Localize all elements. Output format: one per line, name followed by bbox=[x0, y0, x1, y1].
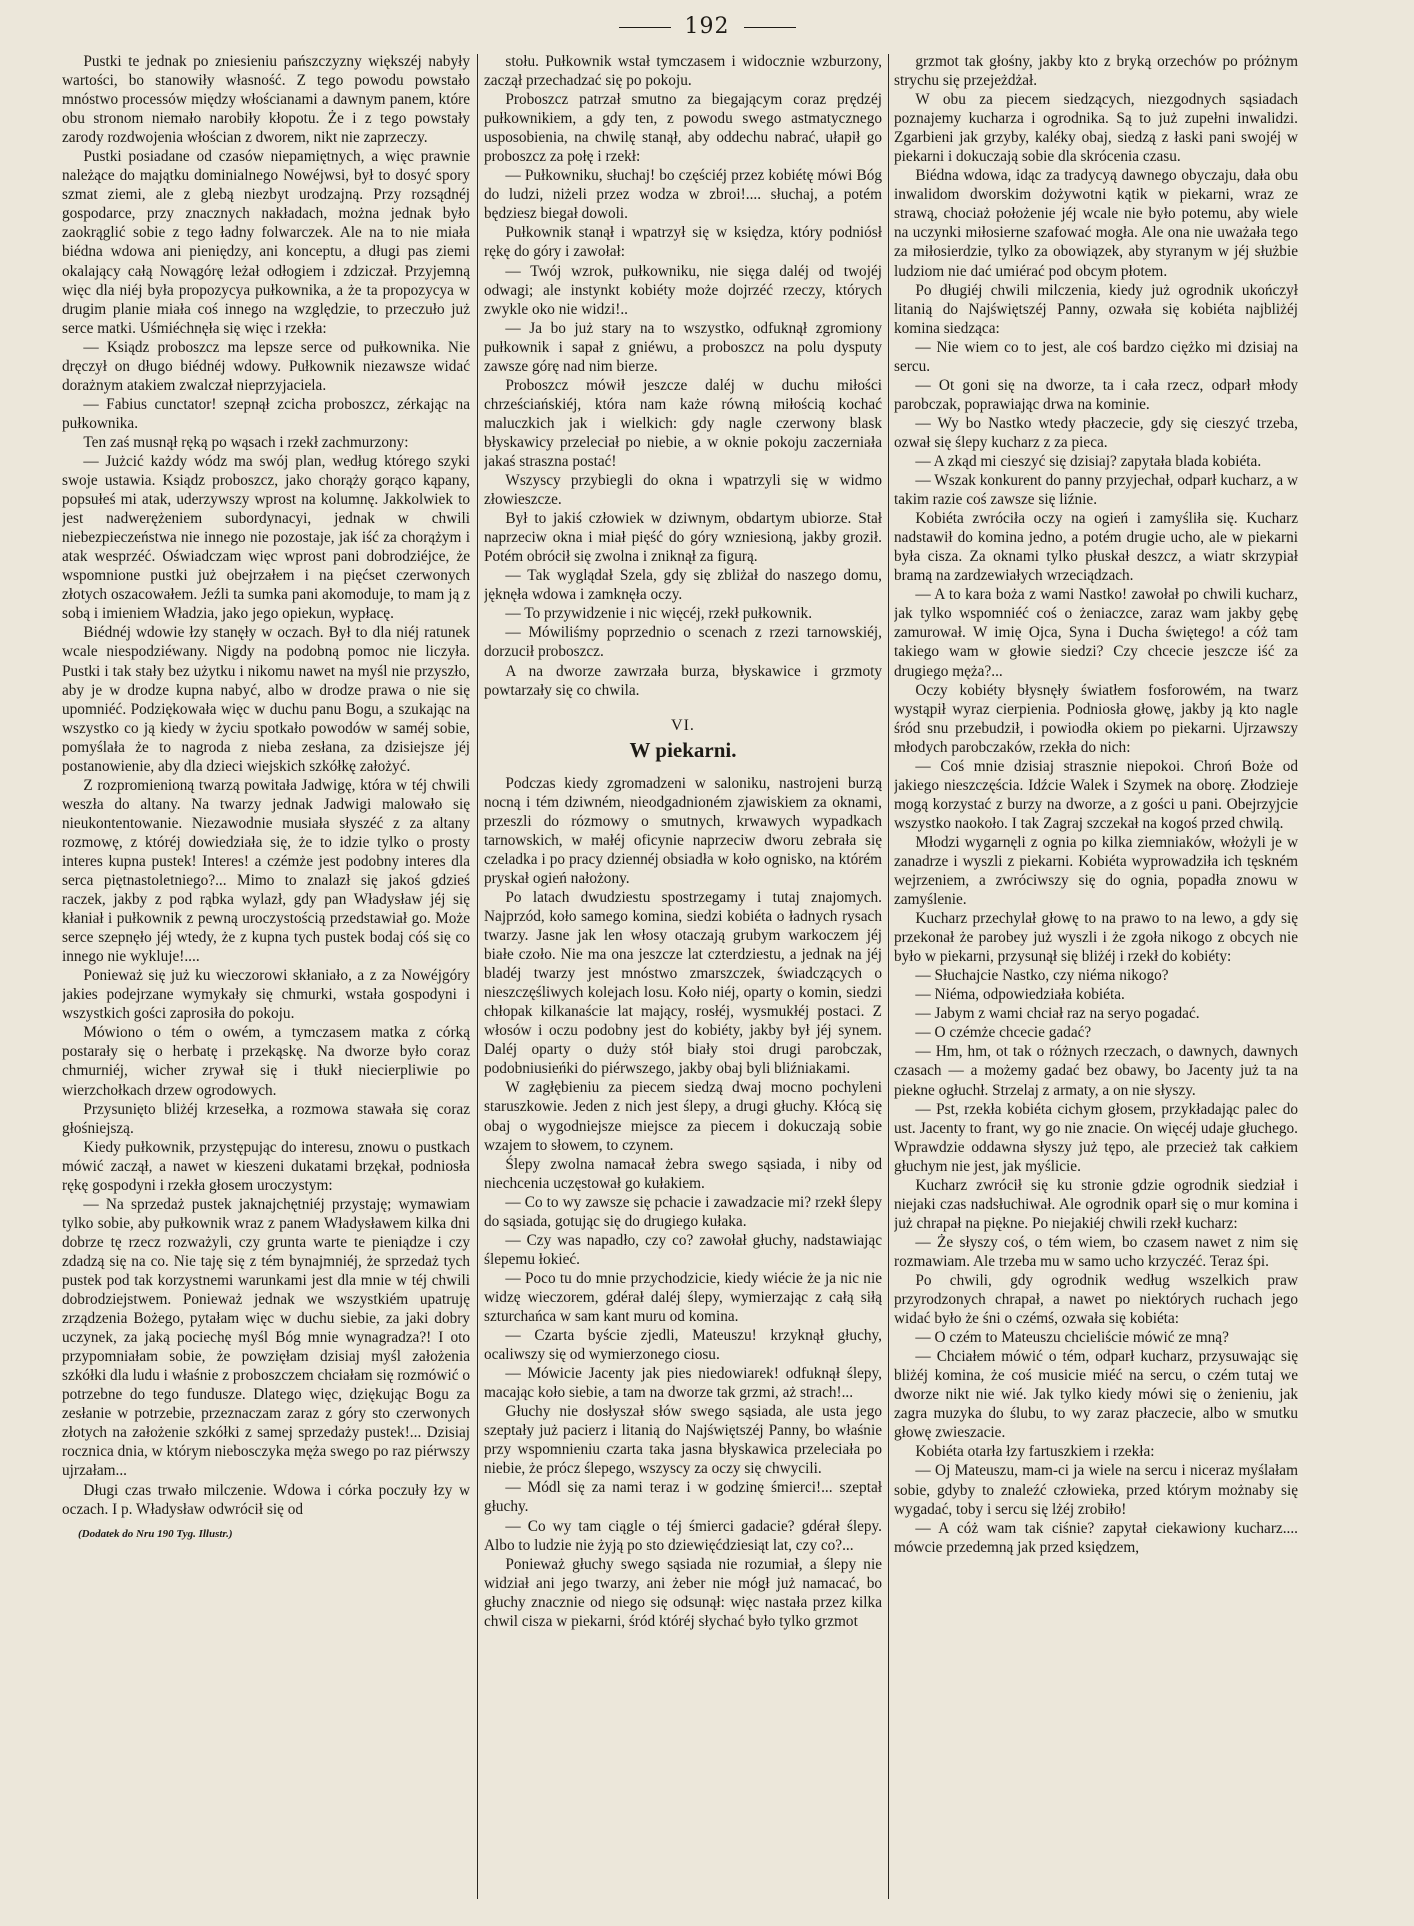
paragraph: Proboszcz mówił jeszcze daléj w duchu miłości chrześciańskiéj, która nam każe równą miłością kochać maluczkich jak i wielkich: gdy nagle czerwony blask błyskawicy przeleciał po niebie, a w oknie pokoju zaczerniała jakaś straszna postać! bbox=[484, 376, 882, 470]
paragraph: — Na sprzedaż pustek jaknajchętniéj przystaję; wymawiam tylko sobie, aby pułkownik wraz z panem Władysławem kilka dni dobrze tę rzecz rozważyli, czy grunta warte te pieniądze i czy zdadzą się na co. Nie taję się z tém bynajmniéj, że sprzedaż tych pustek pod tak korzystnemi warunkami jest dla mnie w téj chwili dobrodziejstwem. Ponieważ jednak we wszystkiém upatruję zrządzenia Bożego, pytałam więc w duchu siebie, za jaki dobry uczynek, za jaką pociechę myśl Bóg mnie wynagradza?! I oto przypomniałam sobie, że powzięłam dzisiaj myśl założenia szkółki dla ludu i właśnie z proboszczem chciałam się rozmówić o potrzebne do tego fundusze. Dlatego więc, dziękując Bogu za zesłanie w potrzebie, przeznaczam zaraz z góry sto czerwonych złotych na założenie szkółki z samej sprzedaży pustek!... Dzisiaj rocznica dnia, w którym niebosczyka męża swego po raz piérwszy ujrzałam... bbox=[62, 1195, 470, 1480]
text-column-2 bbox=[484, 52, 882, 1912]
paragraph: — Chciałem mówić o tém, odparł kucharz, przysuwając się bliżéj komina, że coś musicie miéć na sercu, o czém tutaj we dworze nikt nie wié. Jak tylko kiedy mówi się o żenieniu, jak zagra muzyka do ślubu, to wy zaraz płaczecie, albo w smutku głowę zwieszacie. bbox=[894, 1348, 1298, 1442]
paragraph: Ten zaś musnął ręką po wąsach i rzekł zachmurzony: bbox=[83, 433, 409, 451]
text-column-1 bbox=[62, 52, 470, 1912]
paragraph: — A to kara boża z wami Nastko! zawołał po chwili kucharz, jak tylko wspomniéć coś o żeniaczce, zaraz wam jakby gębę zamurował. W imię Ojca, Syna i Ducha świętego! a cóż tam takiego wam w głowie siedzi? Czy chcecie jeszcze iść za drugiego męża?... bbox=[894, 586, 1298, 680]
paragraph: Biédnéj wdowie łzy stanęły w oczach. Był to dla niéj ratunek wcale niespodziéwany. Nigdy na podobną pomoc nie liczyła. Pustki i tak stały bez użytku i nikomu nawet na myśl nie przyszło, aby je w drodze kupna nabyć, albo w drodze prawa o nie się upomniéć. Podziękowała więc w duchu panu Bogu, a szukając na wszystko co ją kiedy w życiu spotkało powodów w saméj sobie, pomyślała że to nagroda z nieba zesłana, za dzisiejsze jéj postanowienie, aby dla dzieci wiejskich szkółkę założyć. bbox=[62, 624, 470, 775]
paragraph: — Czarta byście zjedli, Mateuszu! krzyknął głuchy, ocaliwszy się od wymierzonego ciosu. bbox=[484, 1327, 882, 1364]
paragraph: Był to jakiś człowiek w dziwnym, obdartym ubiorze. Stał naprzeciw okna i miał pięść do góry wzniesioną, jakby groził. Potém obrócił się zwolna i zniknął za figurą. bbox=[484, 510, 882, 566]
paragraph: Kiedy pułkownik, przystępując do interesu, znowu o pustkach mówić zaczął, a nawet w kieszeni dukatami brzękał, podniosła rękę gospodyni i rzekła głosem uroczystym: bbox=[62, 1138, 470, 1194]
paragraph: — Wy bo Nastko wtedy płaczecie, gdy się cieszyć trzeba, ozwał się ślepy kucharz z za pieca. bbox=[894, 414, 1298, 451]
paragraph: — Mówicie Jacenty jak pies niedowiarek! odfuknął ślepy, macając koło siebie, a tam na dworze tak grzmi, aż strach!... bbox=[484, 1365, 882, 1402]
paragraph: A na dworze zawrzała burza, błyskawice i grzmoty powtarzały się co chwila. bbox=[484, 662, 882, 699]
paragraph: Ponieważ się już ku wieczorowi skłaniało, a z za Nowéjgóry jakies podejrzane wymykały się chmurki, wstała gospodyni i wszystkich gości zaprosiła do pokoju. bbox=[62, 967, 470, 1023]
paragraph: — Nie wiem co to jest, ale coś bardzo ciężko mi dzisiaj na sercu. bbox=[894, 338, 1298, 375]
paragraph: Kobiéta otarła łzy fartuszkiem i rzekła: bbox=[915, 1443, 1155, 1461]
paragraph: Z rozpromienioną twarzą powitała Jadwigę, która w téj chwili weszła do altany. Na twarzy jednak Jadwigi malowało się nieukontentowanie. Niezawodnie musiała słyszéć z za altany rozmowę, z któréj dowiedziała się, że to idzie tylko o prosty interes kupna pustek! Interes! a czémże jest podobny interes dla serca piętnastoletniego?... Mimo to znalazł się jakoś gdzieś raczek, jakby z pod rąbka wylazł, gdy pan Władysław jéj się kłaniał i pułkownik z pewną uroczystością przedstawiał go. Może serce szepnęło jéj wtedy, że z kupna tych pustek bodaj cóś się co innego nie wykluje!.... bbox=[62, 776, 470, 966]
paragraph: Głuchy nie dosłyszał słów swego sąsiada, ale usta jego szeptały już pacierz i litanią do Najświętszéj Panny, bo właśnie przy wspomnieniu czarta taka jasna błyskawica przeleciała po niebie, że prócz ślepego, wszyscy za oczy się chwycili. bbox=[484, 1403, 882, 1478]
page-number bbox=[0, 14, 1414, 39]
rule-right bbox=[744, 27, 796, 28]
paragraph: — Pułkowniku, słuchaj! bo częściéj przez kobiétę mówi Bóg do ludzi, niżeli przez wodza w zbroi!.... słuchaj, a potém będziesz biegał dowoli. bbox=[484, 167, 882, 223]
paragraph: — Czy was napadło, czy co? zawołał głuchy, nadstawiając ślepemu łokieć. bbox=[484, 1231, 882, 1268]
section-number: VI. bbox=[671, 716, 695, 734]
paragraph: grzmot tak głośny, jakby kto z bryką orzechów po próżnym strychu się przejeżdżał. bbox=[894, 53, 1298, 90]
paragraph: Po chwili, gdy ogrodnik według wszelkich praw przyrodzonych chrapał, a nawet po niektórych ruchach jego widać było że śni o czémś, ozwała się kobiéta: bbox=[894, 1272, 1298, 1328]
paragraph: Ślepy zwolna namacał żebra swego sąsiada, i niby od niechcenia uczęstował go kułakiem. bbox=[484, 1155, 882, 1192]
paragraph: Długi czas trwało milczenie. Wdowa i córka poczuły łzy w oczach. I p. Władysław odwrócił się od bbox=[62, 1481, 470, 1518]
page-number-text: 192 bbox=[684, 14, 730, 39]
paragraph: — Mówiliśmy poprzednio o scenach z rzezi tarnowskiéj, dorzucił proboszcz. bbox=[484, 624, 882, 661]
paragraph: W obu za piecem siedzących, niezgodnych sąsiadach poznajemy kucharza i ogrodnika. Są to już zupełni inwalidzi. Zgarbieni jak grzyby, kaléky obaj, siedzą z łaski pani swojéj w piekarni i dokuczają sobie dla skrócenia czasu. bbox=[894, 91, 1298, 166]
paragraph: — Twój wzrok, pułkowniku, nie sięga daléj od twojéj odwagi; ale instynkt kobiéty może dojrzéć rzeczy, których zwykle oko nie widzi!.. bbox=[484, 262, 882, 318]
paragraph: stołu. Pułkownik wstał tymczasem i widocznie wzburzony, zaczął przechadzać się po pokoju. bbox=[484, 53, 882, 90]
paragraph: Kucharz przechylał głowę to na prawo to na lewo, a gdy się przekonał że parobey już wyszli i że zgoła nikogo z obcych nie było w piekarni, przysunął się bliżéj i rzekł do kobiéty: bbox=[894, 910, 1298, 966]
rule-left bbox=[619, 27, 671, 28]
paragraph: Pustki posiadane od czasów niepamiętnych, a więc prawnie należące do majątku dominialnego Nowéjwsi, był to dosyć spory szmat ziemi, ale z glebą niezbyt urodzajną. Przy rozsądnéj gospodarce, przy znacznych nakładach, można jednak było zaokrąglić sobie z tego ładny folwarczek. Ale na to nie miała biédna wdowa ani pieniędzy, ani konceptu, a długi pas ziemi okalający całą Nowągórę leżał odłogiem i zdziczał. Przyjemną więc dla niéj była propozycya pułkownika, a że ta propozycya w drugim planie miała coś innego na względzie, to przeczuło już serce matki. Uśmiéchnęła się więc i rzekła: bbox=[62, 148, 470, 337]
paragraph: — Jabym z wami chciał raz na seryo pogadać. bbox=[915, 1005, 1200, 1023]
paragraph: Ponieważ głuchy swego sąsiada nie rozumiał, a ślepy nie widział ani jego twarzy, ani żeber nie mógł już namacać, bo głuchy znacznie od niego się odsunął: więc nastała przez kilka chwil cisza w piekarni, śród któréj słychać było tylko grzmot bbox=[484, 1555, 882, 1630]
paragraph: — A zkąd mi cieszyć się dzisiaj? zapytała blada kobiéta. bbox=[915, 452, 1262, 470]
paragraph: Po latach dwudziestu spostrzegamy i tutaj znajomych. Najprzód, koło samego komina, siedzi kobiéta o ładnych rysach twarzy. Jasne jak len włosy otaczają grubym warkoczem jéj białe czoło. Nie ma ona jeszcze lat czterdziestu, a jednak na jéj bladéj twarzy jest mnóstwo zmarszczek, świadczących o nieszczęśliwych kolejach losu. Koło niéj, oparty o komin, siedzi chłopak kilkanaście lat mający, rosłéj, wysmukłéj postaci. Z włosów i oczu podobny jest do kobiéty, jakby był jéj synem. Daléj oparty o duży stół biały stoi drugi parobczak, podobniusieńki do piérwszego, jakby obaj byli bliźniakami. bbox=[484, 888, 882, 1078]
section-heading: W piekarni. bbox=[629, 737, 737, 762]
paragraph: Oczy kobiéty błysnęły światłem fosforowém, na twarz wystąpił wyraz cierpienia. Podniosła głowę, jakby ją kto nagle śród snu przebudził, i powiodła okiem po piekarni. Ujrzawszy młodych parobczaków, rzekła do nich: bbox=[894, 681, 1298, 756]
paragraph: Mówiono o tém o owém, a tymczasem matka z córką postarały się o herbatę i przekąskę. Na dworze było coraz chmurniéj, wicher zrywał się i tłukł niecierpliwie po wierzchołkach drzew ogrodowych. bbox=[62, 1024, 470, 1099]
paragraph: — Fabius cunctator! szepnął zcicha proboszcz, zérkając na pułkownika. bbox=[62, 395, 470, 432]
paragraph: Wszyscy przybiegli do okna i wpatrzyli się w widmo złowieszcze. bbox=[484, 472, 882, 509]
paragraph: — Módl się za nami teraz i w godzinę śmierci!... szeptał głuchy. bbox=[484, 1479, 882, 1516]
paragraph: Po długiéj chwili milczenia, kiedy już ogrodnik ukończył litanią do Najświętszéj Panny, ozwała się kobiéta najbliżéj komina siedząca: bbox=[894, 281, 1298, 337]
paragraph: — Jużcić każdy wódz ma swój plan, według którego szyki swoje ustawia. Ksiądz proboszcz, jako chorąży gorąco kąpany, popsułeś mi atak, uderzywszy wprost na kolumnę. Jakkolwiek to jest nadwerężeniem subordynacyi, jednak w chwili niebezpieczeństwa nie innego nie pozostaje, jak iść za chorążym i atak wesprzéć. Oświadczam więc wprost pani dobrodziéjce, że wspomnione pustki już obejrzałem i na pięćset czerwonych złotych oszacowałem. Jeźli ta sumka pani akomoduje, to mam ją z sobą i imieniem Władzia, jako jego opiekun, wypłacę. bbox=[62, 452, 470, 623]
paragraph: — Ot goni się na dworze, ta i cała rzecz, odparł młody parobczak, poprawiając drwa na kominie. bbox=[894, 376, 1298, 413]
paragraph: Kucharz zwrócił się ku stronie gdzie ogrodnik siedział i niejaki czas nadsłuchiwał. Ale ogrodnik oparł się o mur komina i już chrapał na piękne. Po niejakiéj chwili rzekł kucharz: bbox=[894, 1176, 1298, 1232]
paragraph: — O czémże chcecie gadać? bbox=[915, 1024, 1092, 1042]
paragraph: Biédna wdowa, idąc za tradycyą dawnego obyczaju, dała obu inwalidom dworskim dożywotni kątik w piekarni, wraz ze strawą, chociaż położenie jéj wcale nie było potemu, aby wiele na uczynki miłosierne szafować mogła. Ale ona nie uważała tego za miłosierdzie, tylko za obowiązek, aby styranym w jéj służbie ludziom nie dać umiérać pod obcym płotem. bbox=[894, 167, 1298, 280]
paragraph: — Coś mnie dzisiaj strasznie niepokoi. Chroń Boże od jakiego nieszczęścia. Idźcie Walek i Szymek na oborę. Złodzieje mogą korzystać z burzy na dworze, a z gości u pani. Obejrzyjcie wszystko naokoło. I tak Zagraj szczekał na kogoś przed chwilą. bbox=[894, 757, 1298, 832]
paragraph: — Pst, rzekła kobiéta cichym głosem, przykładając palec do ust. Jacenty to frant, wy go nie znacie. On więcéj udaje głuchego. Wprawdzie oddawna słyszy już tępo, ale przecież tak całkiem głuchym nie jest, jak myślicie. bbox=[894, 1100, 1298, 1175]
paragraph: — Co wy tam ciągle o téj śmierci gadacie? gdérał ślepy. Albo to ludzie nie żyją po sto dziewięćdziesiąt lat, czy co?... bbox=[484, 1517, 882, 1554]
column-rule-1 bbox=[477, 54, 478, 1899]
paragraph: — Hm, hm, ot tak o różnych rzeczach, o dawnych, dawnych czasach — a możemy gadać bez obawy, bo Jacenty już ta na piekne ogłuchł. Strzelaj z armaty, a on nie słyszy. bbox=[894, 1043, 1298, 1099]
paragraph: W zagłębieniu za piecem siedzą dwaj mocno pochyleni staruszkowie. Jeden z nich jest ślepy, a drugi głuchy. Kłócą się obaj o wygodniejsze miejsce za piecem i dokuczają sobie wzajem to słowem, to czynem. bbox=[484, 1079, 882, 1154]
paragraph: — Słuchajcie Nastko, czy niéma nikogo? bbox=[915, 967, 1169, 985]
paragraph: — Wszak konkurent do panny przyjechał, odparł kucharz, a w takim razie coś zawsze się liźnie. bbox=[894, 472, 1298, 509]
paragraph: Kobiéta zwróciła oczy na ogień i zamyśliła się. Kucharz nadstawił do komina jedno, a potém drugie ucho, ale w piekarni była cisza. Za oknami tylko płuskał deszcz, a wiatr skrzypiał bramą na zardzewiałych wrzeciądzach. bbox=[894, 510, 1298, 585]
paragraph: — O czém to Mateuszu chcieliście mówić ze mną? bbox=[915, 1329, 1229, 1347]
paragraph: — Tak wyglądał Szela, gdy się zbliżał do naszego domu, jęknęła wdowa i zamknęła oczy. bbox=[484, 567, 882, 604]
footer-note: (Dodatek do Nru 190 Tyg. Illustr.) bbox=[78, 1527, 233, 1540]
paragraph: — Poco tu do mnie przychodzicie, kiedy wiécie że ja nic nie widzę wieczorem, gdérał daléj ślepy, wymierzając z całą siłą szturchańca w sam kant muru od komina. bbox=[484, 1269, 882, 1325]
paragraph: — Niéma, odpowiedziała kobiéta. bbox=[915, 986, 1125, 1004]
column-rule-2 bbox=[888, 54, 889, 1899]
paragraph: — To przywidzenie i nic więcéj, rzekł pułkownik. bbox=[505, 605, 813, 623]
paragraph: Pułkownik stanął i wpatrzył się w księdza, który podniósł rękę do góry i zawołał: bbox=[484, 224, 882, 261]
paragraph: Podczas kiedy zgromadzeni w saloniku, nastrojeni burzą nocną i tém dziwném, nieodgadnioném zjawiskiem za oknami, przeszli do rózmowy o smutnych, krwawych wypadkach tarnowskich, w małéj oficynie naprzeciw dworu zebrała się czeladka i po pracy dziennéj obsiadła w koło ognisko, na którém pryskał ogień nałożony. bbox=[484, 774, 882, 887]
paragraph: Pustki te jednak po zniesieniu pańszczyzny większéj nabyły wartości, bo stanowiły własność. Z tego powodu powstało mnóstwo processów między włościanami a dawnym panem, które obu stronom niemało narobiły kłopotu. Że i z tego powstały zarody rozdwojenia włościan z dworem, nikt nie zaprzeczy. bbox=[62, 53, 470, 147]
paragraph: — Że słyszy coś, o tém wiem, bo czasem nawet z nim się rozmawiam. Ale trzeba mu w samo ucho krzyczéć. Teraz śpi. bbox=[894, 1233, 1298, 1270]
paragraph: — Co to wy zawsze się pchacie i zawadzacie mi? rzekł ślepy do sąsiada, gotując się do drugiego kułaka. bbox=[484, 1193, 882, 1230]
paragraph: — A cóż wam tak ciśnie? zapytał ciekawiony kucharz.... mówcie przedemną jak przed księdzem, bbox=[894, 1519, 1298, 1556]
paragraph: — Oj Mateuszu, mam-ci ja wiele na sercu i niceraz myślałam sobie, gdyby to znaleźć człowieka, przed którym możnaby się wygadać, toby i sercu się lżéj zrobiło! bbox=[894, 1462, 1298, 1518]
paragraph: Przysunięto bliżéj krzesełka, a rozmowa stawała się coraz głośniejszą. bbox=[62, 1100, 470, 1137]
paragraph: Proboszcz patrzał smutno za biegającym coraz prędzéj pułkownikiem, a gdy ten, z powodu swego astmatycznego usposobienia, na chwilę stanął, aby oddechu nabrać, ułapił go proboszcz za połę i rzekł: bbox=[484, 91, 882, 166]
paragraph: — Ksiądz proboszcz ma lepsze serce od pułkownika. Nie dręczył on długo biédnéj wdowy. Pułkownik niezawsze widać dorażnym atakiem zwalczał nieprzyjaciela. bbox=[62, 338, 470, 394]
paragraph: — Ja bo już stary na to wszystko, odfuknął zgromiony pułkownik i sapał z gniéwu, a proboszcz na polu dysputy zawsze górę nad nim bierze. bbox=[484, 319, 882, 375]
text-column-3 bbox=[894, 52, 1298, 1912]
paragraph: Młodzi wygarnęli z ognia po kilka ziemniaków, włożyli je w zanadrze i wyszli z piekarni. Kobiéta wyprowadziła ich tęskném wejrzeniem, a zwróciwszy się do ognia, popadła znowu w zamyślenie. bbox=[894, 833, 1298, 909]
